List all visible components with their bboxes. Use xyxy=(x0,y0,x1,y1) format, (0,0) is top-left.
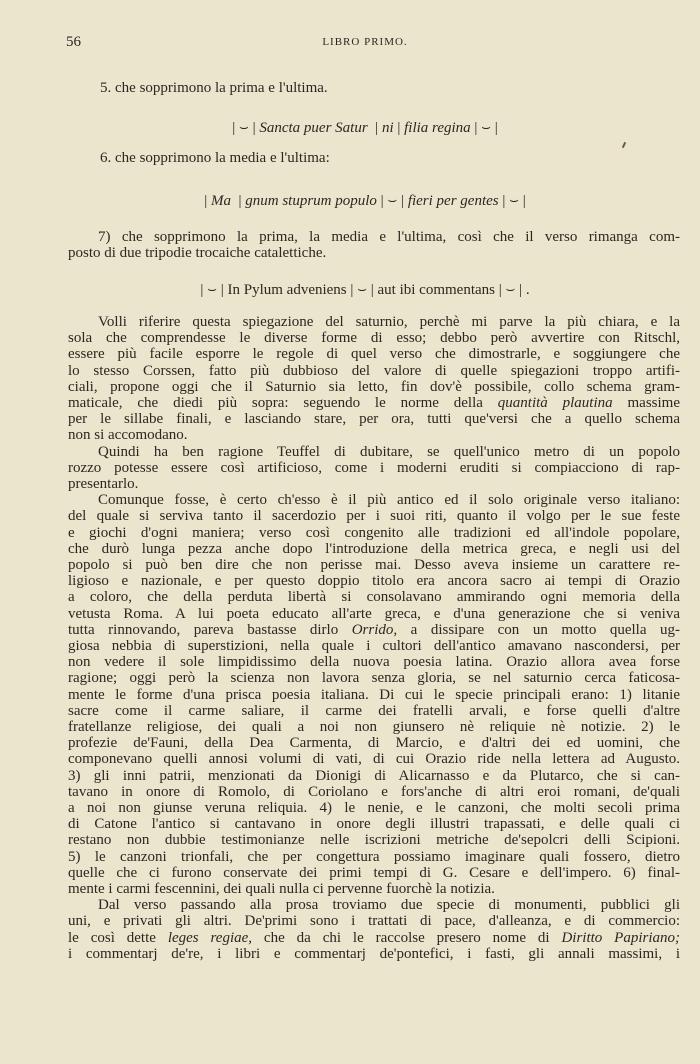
text-line xyxy=(68,735,680,751)
text-segment: | ⌣ | xyxy=(232,120,260,136)
italic-text: Diritto Papiriano; xyxy=(561,929,681,946)
text-segment: mente i carmi fescennini, dei quali nulla ci pervenne fuorchè la notizia. xyxy=(68,881,495,897)
text-segment: maticale, che diedi più sopra: seguendo le norme della xyxy=(68,395,498,411)
text-segment: rozzo potesse essere così artificioso, come i moderni eruditi si compiacciono di rap- xyxy=(68,459,680,476)
text-segment: che da chi le raccolse presero nome di xyxy=(252,929,562,946)
italic-text: leges regiae, xyxy=(167,929,253,946)
text-segment: per le sillabe finali, e lasciando stare, per ora, tutti que'versi che a quello schema xyxy=(68,411,680,428)
text-line xyxy=(68,638,680,654)
text-line xyxy=(68,816,680,832)
item-7-line: posto di due tripodie trocaiche catalettiche. xyxy=(68,245,327,261)
text-segment: | xyxy=(204,193,211,209)
text-segment: Comunque fosse, è certo ch'esso è il più antico ed il solo originale verso italiano: xyxy=(98,492,680,509)
text-line xyxy=(68,703,680,719)
text-segment: | xyxy=(230,193,246,209)
text-segment: ligioso e nazionale, e per questo doppio titolo era ancora sacro ai tempi di Orazio xyxy=(68,573,680,590)
text-segment: sola che comprendesse le diverse forme di esso; debbo però avvertire con Ritschl, xyxy=(68,330,680,347)
text-segment: fratellanze religiose, dei quali a noi non giunsero nè reliquie nè notizie. 2) le xyxy=(68,719,680,735)
text-line xyxy=(68,719,680,735)
text-line xyxy=(68,832,680,848)
text-line xyxy=(68,670,680,686)
text-line xyxy=(68,930,680,946)
text-segment: Volli riferire questa spiegazione del saturnio, perchè mi parve la più chiara, e la xyxy=(98,314,680,330)
item-7-line: 7) che sopprimono la prima, la media e l'ultima, così che il verso rimanga com- xyxy=(98,229,680,245)
text-line xyxy=(68,622,680,638)
text-segment: presentarlo. xyxy=(68,476,139,492)
italic-text: gnum stuprum populo xyxy=(245,193,377,209)
text-line xyxy=(98,897,680,913)
text-line xyxy=(68,800,680,816)
text-segment: giosa nebbia di superstizioni, nella quale i cultori dell'antico amavano nascondersi, per xyxy=(68,638,680,654)
text-segment: componevano quelli annosi volumi di vati, di cui Orazio ride nella lettera ad Augusto. xyxy=(68,751,680,768)
verse-6 xyxy=(0,192,700,210)
text-line xyxy=(68,589,680,605)
text-line xyxy=(68,541,680,557)
text-line xyxy=(68,395,680,411)
text-line xyxy=(68,865,680,881)
italic-text: Orrido, xyxy=(351,621,398,638)
text-line xyxy=(68,525,680,541)
text-segment: | ⌣ | xyxy=(376,193,408,209)
text-line xyxy=(68,411,680,427)
text-line xyxy=(98,314,680,330)
text-segment: che durò lunga pezza anche dopo l'introduzione della metrica greca, e negli usi del xyxy=(68,540,680,557)
text-line xyxy=(98,492,680,508)
text-line xyxy=(68,849,680,865)
text-line xyxy=(68,784,680,800)
italic-text: Sancta puer Satur xyxy=(259,120,368,136)
text-segment: restano non dubbie testimonianze nelle iscrizioni metriche de'sepolcri delli Scipioni. xyxy=(68,832,680,849)
text-segment: | ⌣ | xyxy=(470,120,498,136)
text-segment: sacre come il carme saliare, il carme dei fratelli arvali, e forse quelli d'altre xyxy=(68,702,680,719)
text-segment: essere più facile esporre le regole di quel verso che dimostrarle, e soggiungere che xyxy=(68,346,680,363)
text-segment: massime xyxy=(612,395,680,411)
text-segment: non si accomodano. xyxy=(68,427,188,444)
paper-speck xyxy=(622,142,626,148)
text-line xyxy=(68,768,680,784)
text-segment: 5) le canzoni trionfali, che per congettura possiamo imaginare quali fossero, dietro xyxy=(68,848,680,865)
text-line xyxy=(68,476,680,492)
text-segment: | ⌣ | xyxy=(498,193,526,209)
text-segment: a coloro, che della perduta libertà si consolavano ammirando ogni memoria della xyxy=(68,589,680,606)
text-segment: uni, e privati gli altri. De'primi sono i trattati di pace, d'alleanza, e di commercio: xyxy=(68,913,680,930)
text-line xyxy=(68,460,680,476)
verse-7 xyxy=(0,281,700,299)
text-segment: e giochi d'ogni maniera; verso così congenito alle tradizioni ed all'indole popolare, xyxy=(68,524,680,541)
italic-text: Ma xyxy=(210,193,231,209)
text-segment: popolo si può ben dire che non perisse mai. Desso aveva insieme un carattere re- xyxy=(68,557,680,573)
text-segment: | ⌣ | In Pylum adveniens | ⌣ | aut ibi commentans | ⌣ | . xyxy=(200,282,530,298)
page-number: 56 xyxy=(66,34,81,50)
text-line xyxy=(68,606,680,622)
text-line xyxy=(68,427,680,443)
text-line xyxy=(68,508,680,524)
text-segment: quelle che ci furono conservate dei primi tempi di G. Cesare e dell'impero. 6) final- xyxy=(68,864,680,881)
verse-5 xyxy=(0,119,700,137)
text-segment: tutta rinnovando, pareva bastasse dirlo xyxy=(68,621,352,638)
item-6-label: 6. che sopprimono la media e l'ultima: xyxy=(100,150,330,166)
text-segment: i commentarj de're, i libri e commentarj de'pontefici, i fasti, gli annali massimi, i xyxy=(68,945,680,962)
text-segment: di Catone l'antico si cantavano in onore degli illustri trapassati, e delle quali ci xyxy=(68,816,680,833)
text-line xyxy=(98,444,680,460)
text-line xyxy=(68,751,680,767)
italic-text: ni xyxy=(381,120,394,136)
text-segment: tavano in onore di Romolo, di Coriolano e fors'anche di altri eroi romani, de'quali xyxy=(68,783,680,800)
text-line xyxy=(68,330,680,346)
text-line xyxy=(68,573,680,589)
text-line xyxy=(68,881,680,897)
item-5-label: 5. che sopprimono la prima e l'ultima. xyxy=(100,80,328,96)
text-line xyxy=(68,913,680,929)
italic-text: quantità plautina xyxy=(497,395,613,411)
text-segment: mente le forme d'una prisca poesia italiana. Di cui le specie principali erano: 1) litanie xyxy=(68,686,680,703)
text-segment: | xyxy=(393,120,405,136)
running-title: LIBRO PRIMO. xyxy=(322,36,408,48)
italic-text: fieri per gentes xyxy=(407,193,499,209)
text-segment: lo stesso Corssen, fatto più dubbioso del valore di quelle spiegazioni troppo artifi- xyxy=(68,362,680,379)
text-line xyxy=(68,946,680,962)
text-segment: vetusta Roma. A lui poeta educato all'arte greca, e d'una generazione che si veniva xyxy=(68,605,680,622)
text-line xyxy=(68,557,680,573)
text-segment: | xyxy=(367,120,382,136)
text-line xyxy=(68,687,680,703)
italic-text: filia regina xyxy=(404,120,471,136)
text-segment: le così dette xyxy=(68,929,168,946)
text-segment: ragione; oggi però la scienza non lavora senza gloria, se nel saturnio cerca faticosa- xyxy=(68,670,680,687)
text-line xyxy=(68,346,680,362)
text-segment: profezie de'Fauni, della Dea Carmenta, di Marcio, e d'altri dei ed uomini, che xyxy=(68,735,680,752)
text-segment: a noi non giunse veruna reliquia. 4) le nenie, e le canzoni, che molti secoli prima xyxy=(68,800,680,816)
text-line xyxy=(68,654,680,670)
text-line xyxy=(68,379,680,395)
text-line xyxy=(68,363,680,379)
text-segment: Quindi ha ben ragione Teuffel di dubitare, se quell'unico metro di un popolo xyxy=(98,443,680,460)
text-segment: Dal verso passando alla prosa troviamo due specie di monumenti, pubblici gli xyxy=(98,897,680,914)
text-segment: 3) gli inni patrii, menzionati da Dionigi di Alicarnasso e da Plutarco, che si can- xyxy=(68,767,680,784)
text-segment: del quale si serviva tanto il sacerdozio per i suoi riti, quanto il volgo per le sue feste xyxy=(68,508,680,525)
text-segment: ciali, propone oggi che il Saturnio sia letto, fin dov'è possibile, collo schema gram- xyxy=(68,378,680,395)
text-segment: a dissipare con un motto quella ug- xyxy=(397,621,680,638)
text-segment: non vedere il sole limpidissimo della nuova poesia latina. Orazio allora avea forse xyxy=(68,654,680,671)
